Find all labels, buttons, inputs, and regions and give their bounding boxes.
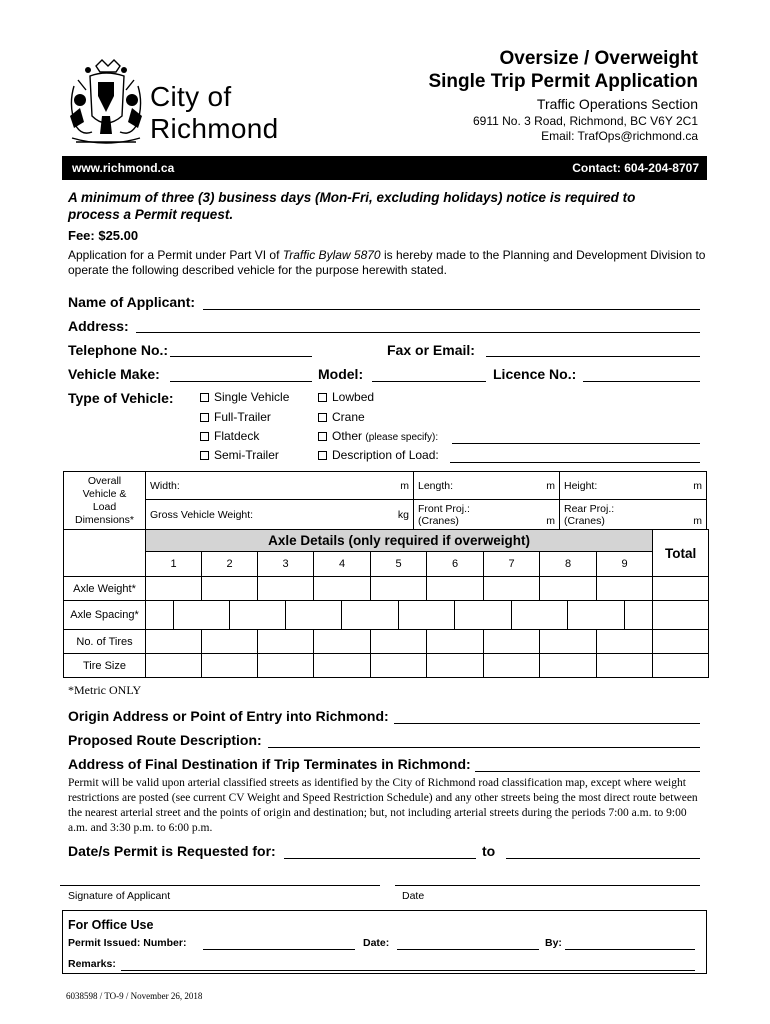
gvw-unit: kg — [397, 508, 409, 521]
axle-weight-row — [64, 577, 709, 601]
tire-size-cell[interactable] — [484, 654, 540, 678]
axle-spacing-pad — [625, 601, 653, 630]
tire-size-total-cell[interactable] — [653, 654, 709, 678]
tire-size-cell[interactable] — [314, 654, 371, 678]
description-input[interactable] — [450, 462, 700, 463]
address-input[interactable] — [136, 332, 700, 333]
tires-cell[interactable] — [258, 630, 314, 654]
permit-date-input[interactable] — [397, 949, 539, 950]
section-address: 6911 No. 3 Road, Richmond, BC V6Y 2C1 — [472, 114, 698, 128]
checkbox-flatdeck[interactable] — [200, 429, 259, 443]
axle-weight-total-cell[interactable] — [653, 577, 709, 601]
permit-date-label: Date: — [363, 937, 390, 949]
axle-number-9: 9 — [597, 552, 653, 577]
axle-spacing-cell[interactable] — [399, 601, 455, 630]
permit-number-input[interactable] — [203, 949, 355, 950]
licence-label: Licence No.: — [493, 366, 577, 382]
dates-label: Date/s Permit is Requested for: — [68, 843, 276, 859]
logo-text-city-of: City of — [150, 81, 232, 112]
width-unit: m — [400, 479, 409, 492]
header-bar — [62, 156, 707, 180]
axle-number-1: 1 — [146, 552, 202, 577]
bylaw-reference: Traffic Bylaw 5870 — [282, 248, 381, 262]
form-title-line1: Oversize / Overweight — [499, 48, 698, 69]
front-proj-cell[interactable] — [414, 500, 560, 530]
tires-cell[interactable] — [427, 630, 484, 654]
axle-weight-cell[interactable] — [484, 577, 540, 601]
application-text-post: is hereby made to the Planning and Development Division to operate the following described vehicle for the purpose herewith stated. — [68, 248, 706, 277]
axle-number-7: 7 — [484, 552, 540, 577]
checkbox-full-trailer[interactable] — [200, 410, 271, 424]
fax-email-input[interactable] — [486, 356, 700, 357]
tires-cell[interactable] — [371, 630, 427, 654]
height-cell[interactable] — [560, 472, 707, 500]
dimensions-table — [63, 471, 707, 530]
axle-number-4: 4 — [314, 552, 371, 577]
origin-label: Origin Address or Point of Entry into Richmond: — [68, 708, 389, 724]
checkbox-icon — [200, 413, 209, 422]
checkbox-icon — [318, 413, 327, 422]
notice-text: A minimum of three (3) business days (Mon-Fri, excluding holidays) notice is required to process a Permit request. — [68, 190, 636, 222]
single-vehicle-label: Single Vehicle — [214, 390, 290, 404]
axle-spacing-cell[interactable] — [512, 601, 568, 630]
fee-text: Fee: $25.00 — [68, 228, 139, 243]
axle-number-8: 8 — [540, 552, 597, 577]
axle-corner-cell — [64, 530, 146, 577]
checkbox-icon — [200, 432, 209, 441]
axle-weight-label: Axle Weight* — [64, 577, 146, 601]
axle-spacing-cell[interactable] — [342, 601, 399, 630]
destination-input[interactable] — [475, 771, 700, 772]
axle-spacing-cell[interactable] — [568, 601, 625, 630]
tire-size-label: Tire Size — [64, 654, 146, 678]
model-input[interactable] — [372, 381, 486, 382]
permit-number-label: Permit Issued: Number: — [68, 937, 187, 949]
tires-cell[interactable] — [146, 630, 202, 654]
tires-cell[interactable] — [597, 630, 653, 654]
checkbox-crane[interactable] — [318, 410, 365, 424]
crane-label: Crane — [332, 410, 365, 424]
logo-text-richmond: Richmond — [150, 113, 279, 144]
height-unit: m — [693, 479, 702, 492]
origin-input[interactable] — [394, 723, 700, 724]
full-trailer-label: Full-Trailer — [214, 410, 271, 424]
section-email: Email: TrafOps@richmond.ca — [541, 129, 698, 143]
tire-size-cell[interactable] — [371, 654, 427, 678]
gvw-cell[interactable] — [146, 500, 414, 530]
front-cranes-label: (Cranes) — [418, 514, 459, 527]
checkbox-icon — [318, 393, 327, 402]
tire-size-row — [64, 654, 709, 678]
checkbox-single-vehicle[interactable] — [200, 390, 289, 404]
address-label: Address: — [68, 318, 129, 334]
tires-cell[interactable] — [540, 630, 597, 654]
signature-date-input[interactable] — [395, 885, 700, 886]
checkbox-icon — [318, 451, 327, 460]
tires-cell[interactable] — [484, 630, 540, 654]
axle-number-3: 3 — [258, 552, 314, 577]
destination-label: Address of Final Destination if Trip Terminates in Richmond: — [68, 756, 471, 772]
vehicle-make-input[interactable] — [170, 381, 312, 382]
tires-total-cell[interactable] — [653, 630, 709, 654]
date-from-input[interactable] — [284, 858, 476, 859]
website-link[interactable]: www.richmond.ca — [72, 161, 175, 175]
form-title-line2: Single Trip Permit Application — [428, 71, 698, 92]
front-unit: m — [546, 514, 555, 527]
gvw-label: Gross Vehicle Weight: — [150, 508, 254, 521]
tire-size-cell[interactable] — [258, 654, 314, 678]
axle-spacing-cell[interactable] — [286, 601, 342, 630]
axle-weight-cell[interactable] — [146, 577, 202, 601]
height-label: Height: — [564, 479, 598, 492]
dimensions-row-label: Overall Vehicle & Load Dimensions* — [64, 472, 146, 530]
axle-weight-cell[interactable] — [314, 577, 371, 601]
issued-by-input[interactable] — [565, 949, 695, 950]
other-note: (please specify): — [365, 432, 439, 443]
checkbox-semi-trailer[interactable] — [200, 448, 279, 462]
office-use-title: For Office Use — [68, 918, 154, 932]
length-label: Length: — [418, 479, 454, 492]
remarks-input[interactable] — [121, 970, 695, 971]
form-code: 6038598 / TO-9 / November 26, 2018 — [66, 991, 203, 1001]
axle-weight-cell[interactable] — [597, 577, 653, 601]
proposed-route-label: Proposed Route Description: — [68, 732, 262, 748]
axle-details-title: Axle Details (only required if overweight) — [146, 530, 653, 552]
proposed-route-input[interactable] — [268, 747, 700, 748]
tires-cell[interactable] — [202, 630, 258, 654]
axle-weight-cell[interactable] — [427, 577, 484, 601]
checkbox-description-of-load[interactable] — [318, 448, 439, 462]
checkbox-other[interactable] — [318, 429, 438, 443]
rear-unit: m — [693, 514, 702, 527]
dates-to-label: to — [482, 843, 496, 859]
application-text-pre: Application for a Permit under Part VI of — [68, 248, 283, 262]
lowbed-label: Lowbed — [332, 390, 375, 404]
axle-weight-cell[interactable] — [258, 577, 314, 601]
axle-details-table — [63, 529, 709, 678]
description-label: Description of Load: — [332, 448, 439, 462]
signature-label: Signature of Applicant — [68, 890, 171, 902]
axle-spacing-label: Axle Spacing* — [64, 601, 146, 630]
model-label: Model: — [318, 366, 364, 382]
front-proj-label: Front Proj.: — [418, 502, 470, 515]
length-cell[interactable] — [414, 472, 560, 500]
length-unit: m — [546, 479, 555, 492]
tire-size-cell[interactable] — [146, 654, 202, 678]
other-label: Other — [332, 429, 363, 443]
signature-date-label: Date — [402, 890, 425, 902]
checkbox-lowbed[interactable] — [318, 390, 374, 404]
vehicle-type-label: Type of Vehicle: — [68, 390, 174, 406]
axle-number-5: 5 — [371, 552, 427, 577]
tire-size-cell[interactable] — [540, 654, 597, 678]
name-input[interactable] — [203, 309, 700, 310]
axle-spacing-cell[interactable] — [174, 601, 230, 630]
telephone-label: Telephone No.: — [68, 342, 169, 358]
city-crest-logo — [66, 56, 146, 148]
semi-trailer-label: Semi-Trailer — [214, 448, 279, 462]
tires-cell[interactable] — [314, 630, 371, 654]
checkbox-icon — [200, 451, 209, 460]
rear-proj-cell[interactable] — [560, 500, 707, 530]
axle-weight-cell[interactable] — [371, 577, 427, 601]
total-header: Total — [653, 530, 709, 577]
tire-size-cell[interactable] — [427, 654, 484, 678]
vehicle-make-label: Vehicle Make: — [68, 366, 160, 382]
rear-cranes-label: (Cranes) — [564, 514, 605, 527]
date-to-input[interactable] — [506, 858, 700, 859]
permit-validity-text: Permit will be valid upon arterial classified streets as identified by the City of Richmond road classification map, except where weight restrictions are posted (see current CV Weight and Speed Restriction Schedule) and any other streets being the most direct route between the nearest arterial street and the points of origin and destination; but, not including arterial streets during the periods 7:00 a.m. to 9:00 a.m. and 3:30 p.m. to 6:00 p.m. — [68, 777, 698, 834]
width-label: Width: — [150, 479, 180, 492]
section-name: Traffic Operations Section — [536, 96, 698, 112]
office-use-box — [62, 910, 707, 974]
axle-spacing-pad — [146, 601, 174, 630]
checkbox-icon — [318, 432, 327, 441]
metric-note: *Metric ONLY — [68, 683, 142, 697]
licence-input[interactable] — [583, 381, 700, 382]
contact-phone: Contact: 604-204-8707 — [572, 161, 699, 175]
signature-input[interactable] — [60, 885, 380, 886]
rear-proj-label: Rear Proj.: — [564, 502, 615, 515]
fax-email-label: Fax or Email: — [387, 342, 475, 358]
axle-weight-cell[interactable] — [540, 577, 597, 601]
axle-spacing-cell[interactable] — [230, 601, 286, 630]
other-input[interactable] — [452, 443, 700, 444]
telephone-input[interactable] — [170, 356, 312, 357]
tire-size-cell[interactable] — [202, 654, 258, 678]
width-cell[interactable] — [146, 472, 414, 500]
application-text — [68, 248, 708, 278]
tires-label: No. of Tires — [64, 630, 146, 654]
axle-spacing-total-cell[interactable] — [653, 601, 709, 630]
axle-number-2: 2 — [202, 552, 258, 577]
axle-weight-cell[interactable] — [202, 577, 258, 601]
axle-spacing-row — [64, 601, 709, 630]
axle-spacing-cell[interactable] — [455, 601, 512, 630]
remarks-label: Remarks: — [68, 958, 116, 970]
issued-by-label: By: — [545, 937, 562, 949]
name-label: Name of Applicant: — [68, 294, 196, 310]
flatdeck-label: Flatdeck — [214, 429, 260, 443]
checkbox-icon — [200, 393, 209, 402]
tires-row — [64, 630, 709, 654]
axle-number-6: 6 — [427, 552, 484, 577]
tire-size-cell[interactable] — [597, 654, 653, 678]
